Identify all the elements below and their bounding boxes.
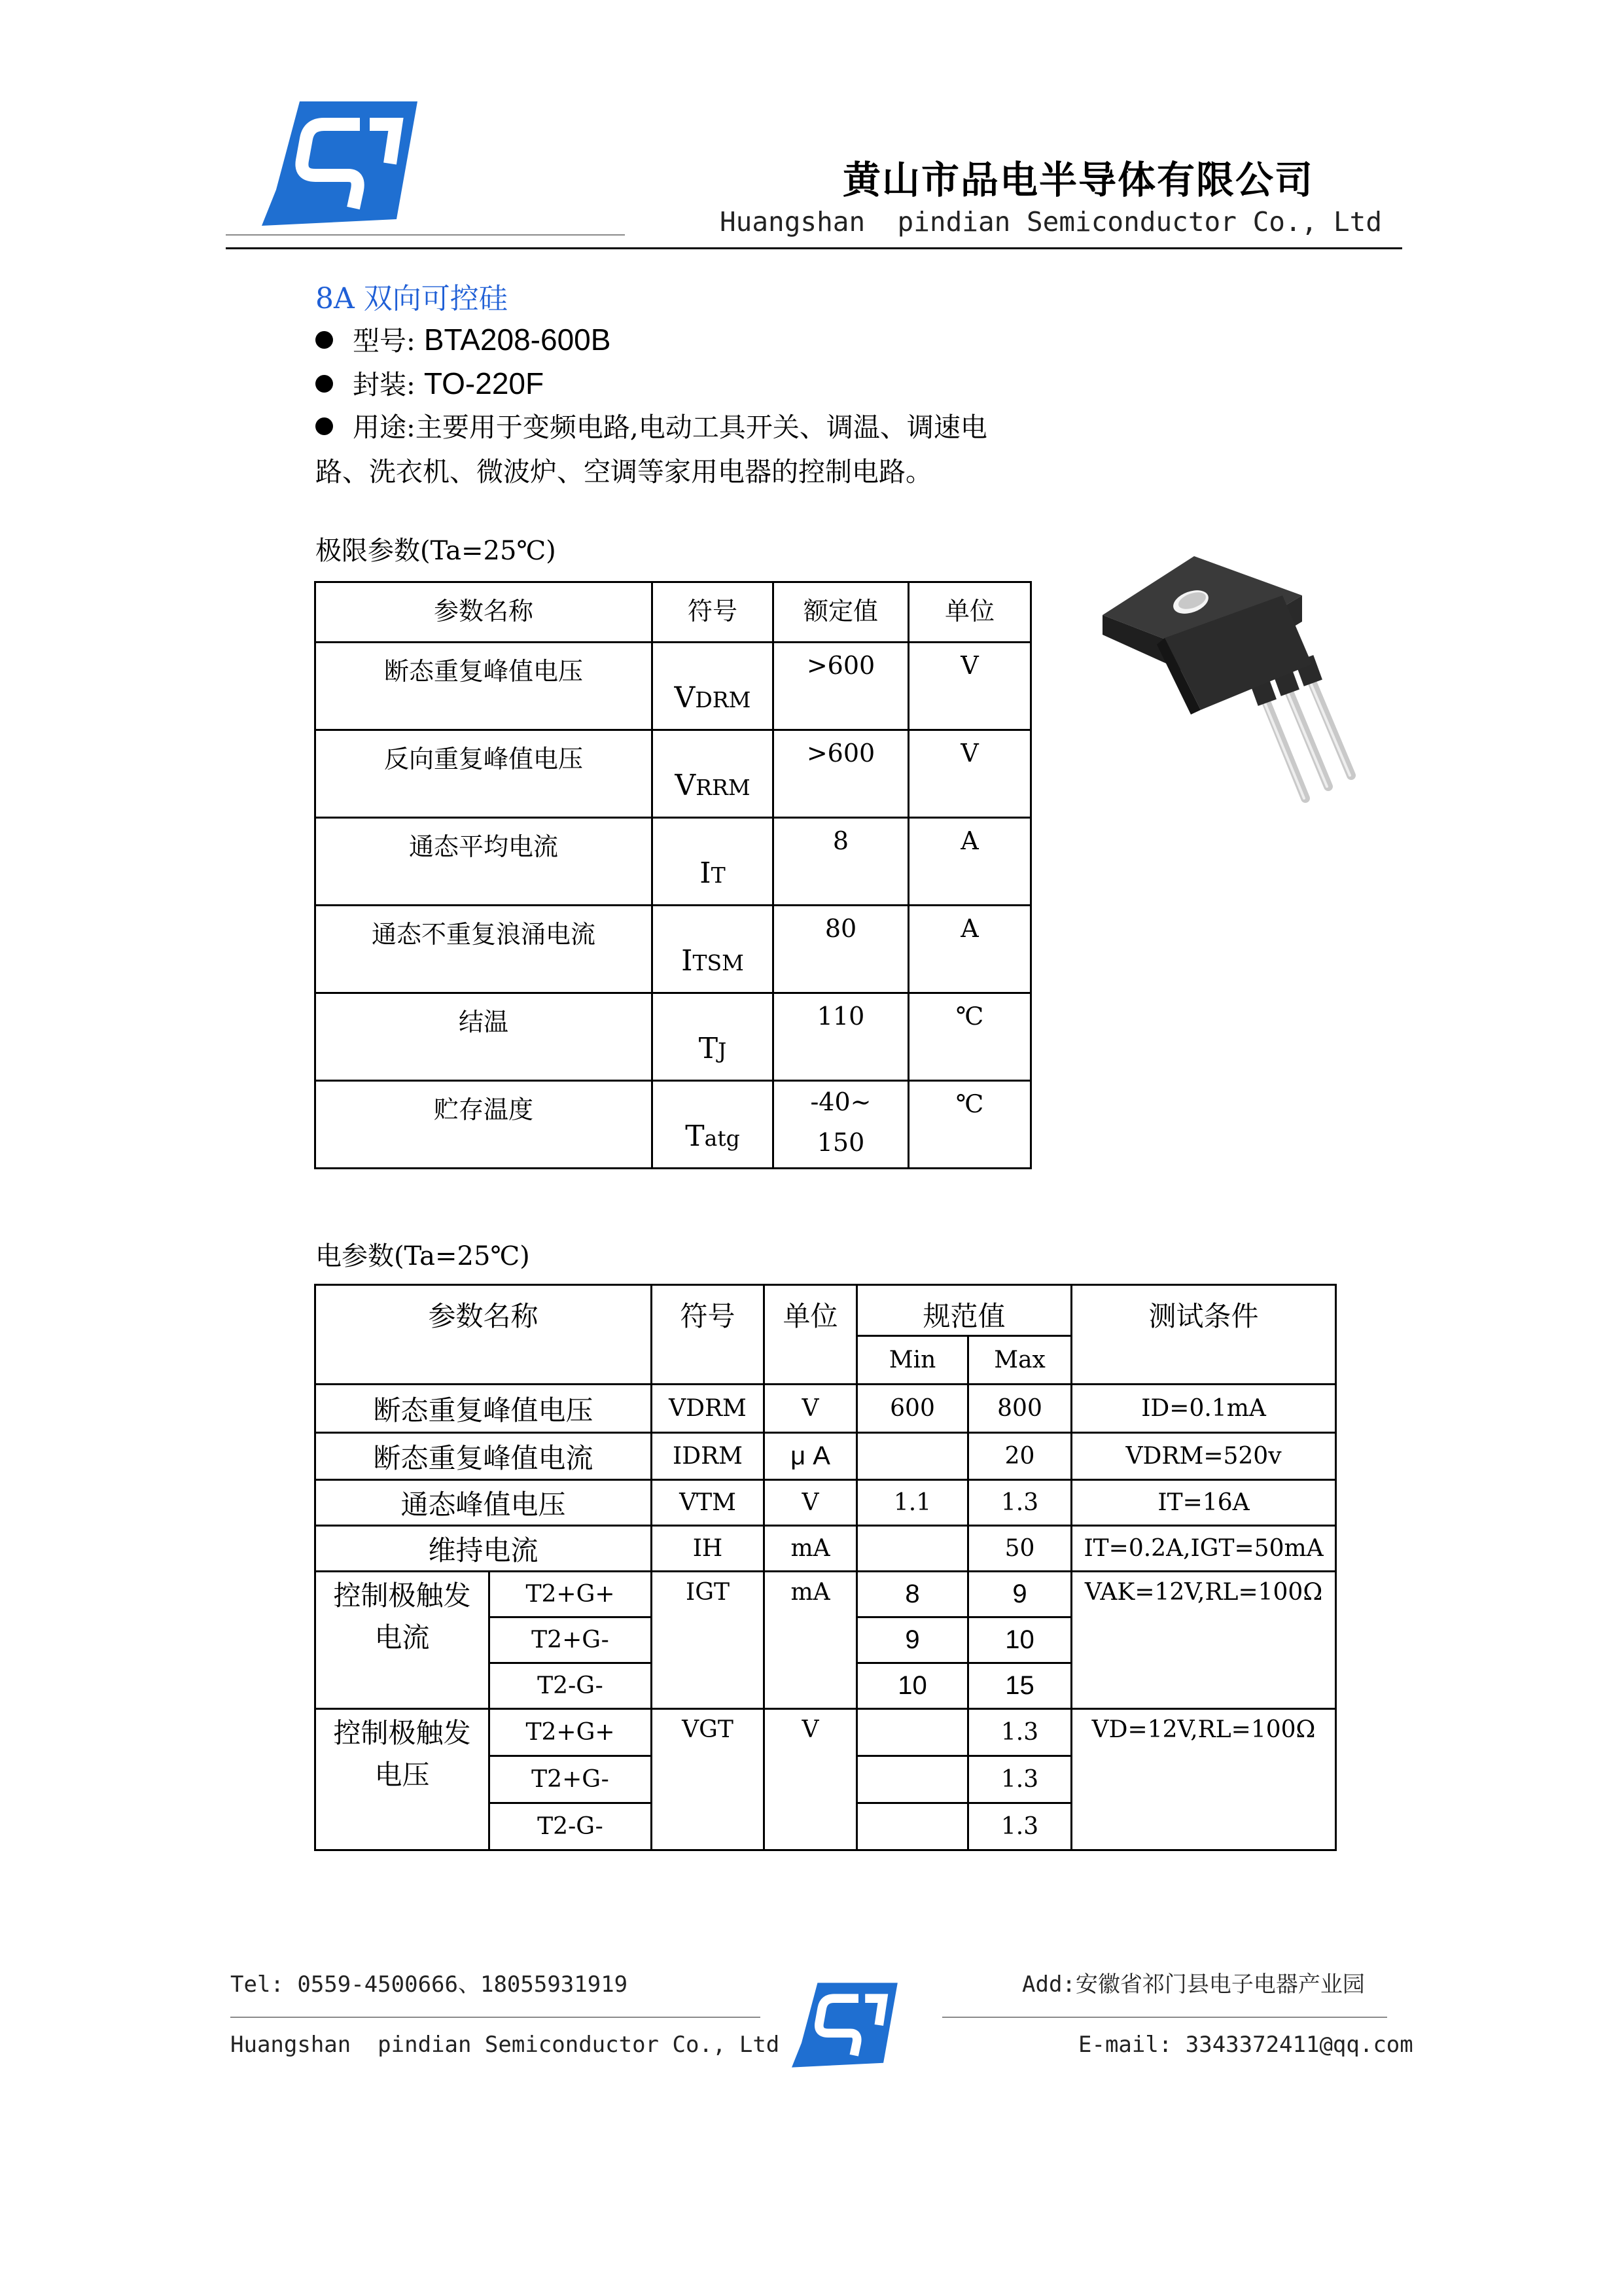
param-symbol: IT (652, 818, 773, 906)
header-cell: 额定值 (773, 582, 909, 643)
param-unit: V (909, 643, 1031, 730)
table-row (315, 1709, 1336, 1756)
param-cond: VAK=12V,RL=100Ω (1072, 1572, 1336, 1709)
table-row (315, 730, 1031, 818)
table-header-row (315, 582, 1031, 643)
param-symbol: IH (652, 1526, 764, 1572)
package-line (315, 363, 544, 402)
param-unit: A (909, 818, 1031, 906)
param-unit: ℃ (909, 993, 1031, 1081)
param-symbol: VGT (652, 1709, 764, 1850)
header-logo (262, 98, 425, 229)
param-min: 600 (857, 1385, 968, 1433)
param-cond: IT=0.2A,IGT=50mA (1072, 1526, 1336, 1572)
bullet-icon (315, 417, 333, 435)
footer-left-rule (230, 2017, 760, 2018)
table-row (315, 1385, 1336, 1433)
table-row (315, 1433, 1336, 1480)
param-value: 110 (773, 993, 909, 1081)
param-name: 断态重复峰值电压 (315, 1385, 652, 1433)
param-symbol: Tatg (652, 1081, 773, 1169)
model-value: BTA208-600B (423, 323, 611, 357)
param-symbol: TJ (652, 993, 773, 1081)
param-name: 反向重复峰值电压 (315, 730, 652, 818)
param-max: 9 (968, 1572, 1072, 1617)
param-name: 维持电流 (315, 1526, 652, 1572)
quadrant-label: T2+G- (489, 1756, 652, 1803)
bullet-icon (315, 331, 333, 349)
param-max: 1.3 (968, 1480, 1072, 1526)
param-max: 15 (968, 1663, 1072, 1709)
param-value: >600 (773, 643, 909, 730)
param-symbol: VTM (652, 1480, 764, 1526)
param-min (857, 1756, 968, 1803)
table-header-row (315, 1285, 1336, 1336)
param-cond: ID=0.1mA (1072, 1385, 1336, 1433)
quadrant-label: T2+G+ (489, 1572, 652, 1617)
param-name: 通态平均电流 (315, 818, 652, 906)
param-cond: VDRM=520v (1072, 1433, 1336, 1480)
param-min: 9 (857, 1617, 968, 1663)
header-cell: 符号 (652, 582, 773, 643)
header-cell: 单位 (909, 582, 1031, 643)
header-left-rule (226, 234, 625, 236)
param-unit: mA (764, 1526, 857, 1572)
param-min (857, 1803, 968, 1850)
param-min (857, 1709, 968, 1756)
param-min: 10 (857, 1663, 968, 1709)
header-cell: Max (968, 1336, 1072, 1385)
param-cond: VD=12V,RL=100Ω (1072, 1709, 1336, 1850)
param-unit: mA (764, 1572, 857, 1709)
company-name-en: Huangshan pindian Semiconductor Co., Ltd (720, 206, 1383, 238)
package-label: 封装: (353, 369, 415, 400)
param-max: 20 (968, 1433, 1072, 1480)
param-min: 1.1 (857, 1480, 968, 1526)
company-name-cn: 黄山市品电半导体有限公司 (843, 158, 1315, 202)
param-max: 800 (968, 1385, 1072, 1433)
param-min (857, 1433, 968, 1480)
param-symbol: VDRM (652, 1385, 764, 1433)
footer-address: Add:安徽省祁门县电子电器产业园 (1022, 1971, 1365, 1998)
usage-text-1: 用途:主要用于变频电路,电动工具开关、调温、调速电 (353, 412, 987, 443)
electrical-section-title: 电参数(Ta=25℃) (315, 1241, 530, 1271)
table-row (315, 1572, 1336, 1617)
electrical-table (314, 1284, 1337, 1851)
table-row (315, 1081, 1031, 1169)
table-row (315, 1526, 1336, 1572)
param-name: 控制极触发 电压 (315, 1709, 489, 1850)
param-value: -40~ 150 (773, 1081, 909, 1169)
table-row (315, 643, 1031, 730)
param-unit: V (764, 1480, 857, 1526)
param-symbol: VDRM (652, 643, 773, 730)
param-max: 1.3 (968, 1803, 1072, 1850)
limits-section-title: 极限参数(Ta=25℃) (315, 536, 556, 566)
param-min: 8 (857, 1572, 968, 1617)
param-max: 1.3 (968, 1709, 1072, 1756)
to220f-package-image (1086, 523, 1387, 811)
quadrant-label: T2+G+ (489, 1709, 652, 1756)
company-logo-icon (792, 1979, 903, 2071)
param-cond: IT=16A (1072, 1480, 1336, 1526)
quadrant-label: T2-G- (489, 1663, 652, 1709)
param-value: >600 (773, 730, 909, 818)
limits-table (314, 581, 1032, 1169)
header-cell: 单位 (764, 1285, 857, 1385)
param-symbol: IDRM (652, 1433, 764, 1480)
footer-tel: Tel: 0559-4500666、18055931919 (230, 1971, 628, 1998)
param-unit: V (764, 1385, 857, 1433)
param-symbol: VRRM (652, 730, 773, 818)
product-title: 8A 双向可控硅 (315, 282, 508, 315)
table-row (315, 1480, 1336, 1526)
footer-right-rule (942, 2017, 1387, 2018)
package-value: TO-220F (423, 366, 544, 400)
model-line (315, 319, 610, 358)
param-unit: V (909, 730, 1031, 818)
company-logo-icon (262, 98, 425, 229)
param-symbol: IGT (652, 1572, 764, 1709)
table-row (315, 818, 1031, 906)
quadrant-label: T2-G- (489, 1803, 652, 1850)
param-symbol: ITSM (652, 906, 773, 993)
param-name: 控制极触发 电流 (315, 1572, 489, 1709)
param-max: 10 (968, 1617, 1072, 1663)
header-cell: 规范值 (857, 1285, 1072, 1336)
param-name: 通态不重复浪涌电流 (315, 906, 652, 993)
param-unit: V (764, 1709, 857, 1850)
header-rule (226, 247, 1402, 249)
param-unit: μ A (764, 1433, 857, 1480)
header-cell: Min (857, 1336, 968, 1385)
param-unit: A (909, 906, 1031, 993)
header-cell: 参数名称 (315, 1285, 652, 1385)
param-max: 50 (968, 1526, 1072, 1572)
table-row (315, 993, 1031, 1081)
usage-line-1 (315, 406, 987, 444)
param-name: 断态重复峰值电流 (315, 1433, 652, 1480)
param-name: 通态峰值电压 (315, 1480, 652, 1526)
param-value: 8 (773, 818, 909, 906)
param-unit: ℃ (909, 1081, 1031, 1169)
header-cell: 测试条件 (1072, 1285, 1336, 1385)
param-name: 结温 (315, 993, 652, 1081)
footer-email: E-mail: 3343372411@qq.com (1078, 2032, 1413, 2058)
usage-line-2: 路、洗衣机、微波炉、空调等家用电器的控制电路。 (315, 456, 932, 487)
table-row (315, 906, 1031, 993)
transistor-package-icon (1086, 523, 1387, 811)
footer-company-en: Huangshan pindian Semiconductor Co., Ltd (230, 2032, 780, 2058)
param-name: 断态重复峰值电压 (315, 643, 652, 730)
header-cell: 参数名称 (315, 582, 652, 643)
footer-logo (792, 1979, 903, 2071)
header-cell: 符号 (652, 1285, 764, 1385)
param-min (857, 1526, 968, 1572)
param-value: 80 (773, 906, 909, 993)
param-name: 贮存温度 (315, 1081, 652, 1169)
bullet-icon (315, 375, 333, 393)
param-max: 1.3 (968, 1756, 1072, 1803)
quadrant-label: T2+G- (489, 1617, 652, 1663)
model-label: 型号: (353, 325, 415, 357)
